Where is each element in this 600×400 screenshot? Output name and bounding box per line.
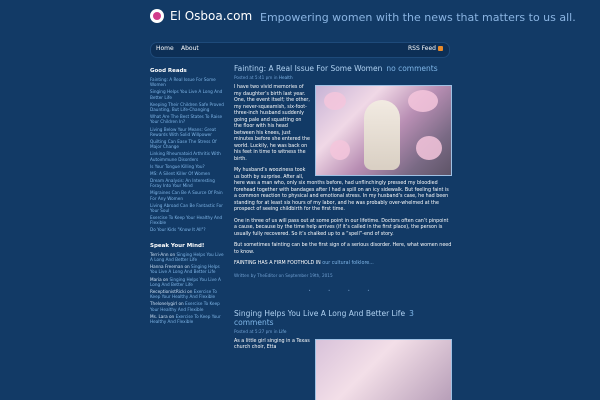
post-paragraph: But sometimes fainting can be the first sign of a serious disorder. Here, what women need to know. <box>234 243 452 255</box>
post-divider: • • • • <box>308 287 378 293</box>
good-read-link[interactable]: Quilting Can Ease The Stress Of Major Change <box>150 138 217 150</box>
comment-on: on <box>187 288 193 294</box>
good-read-link[interactable]: Exercise To Keep Your Healthy And Flexible <box>150 215 223 226</box>
good-read-link[interactable]: Singing Helps You Live A Long And Better Life <box>150 89 223 100</box>
post-meta-prefix: Posted at 5:27 pm in <box>234 328 278 334</box>
comment-post-link[interactable]: Exercise To Keep Your Healthy And Flexible <box>150 313 221 325</box>
post-comments-link[interactable]: 3 comments <box>234 308 414 327</box>
post-more-prefix: FAINTING HAS A FIRM FOOTHOLD IN <box>234 261 321 266</box>
comment-author: Maria <box>150 276 162 282</box>
comment-post-link[interactable]: Exercise To Keep Your Healthy And Flexible <box>150 301 220 312</box>
list-item[interactable] <box>150 203 226 214</box>
post-title <box>234 309 452 327</box>
post-title <box>234 64 452 73</box>
list-item[interactable] <box>150 151 226 162</box>
sidebar <box>150 68 226 334</box>
list-item[interactable] <box>150 227 226 232</box>
nav-about[interactable]: About <box>181 45 199 52</box>
post-meta <box>234 75 452 80</box>
post-paragraph: My husband’s wooziness took us both by surprise. After all, here was a man who, only six months before, had unflinchingly pressed my bloodied forehead together with bandages after I had a spill on an icy sidewalk. But feeling faint is a common reaction to physical and emotional stress. In my husband’s case, he had been standing for at least six hours of my labor, and he was probably over-whelmed at the prospect of seeing childbirth for the first time. <box>234 168 449 212</box>
post-meta <box>234 329 452 334</box>
nav-home[interactable]: Home <box>156 45 174 52</box>
comment-on: on <box>178 301 184 307</box>
nav-rss-feed[interactable] <box>408 45 443 52</box>
comment-author: Terri-Ann <box>150 251 169 257</box>
post-category-link[interactable]: Health <box>278 75 293 80</box>
post-body <box>234 85 452 268</box>
post-comments-link[interactable]: no comments <box>386 64 438 73</box>
comment-post-link[interactable]: Singing Helps You Live A Long And Better Life <box>150 264 220 275</box>
list-item[interactable] <box>150 127 226 138</box>
comment-post-link[interactable]: Singing Helps You Live A Long And Better Life <box>150 276 221 287</box>
list-item <box>150 301 226 312</box>
comment-on: on <box>169 313 175 319</box>
post-byline: Written by TheEditor on September 19th, 2015 <box>234 272 333 278</box>
comment-author: Ms. Lara <box>150 313 168 319</box>
nav-rss-label: RSS Feed <box>407 45 436 52</box>
good-read-link[interactable]: Migraines Can Be A Source Of Pain For Any Women <box>150 190 223 201</box>
comment-on: on <box>169 251 176 257</box>
good-read-link[interactable]: Dream Analysis: An Interesting Foray Into Your Mind <box>150 177 215 189</box>
good-reads-widget <box>150 68 226 233</box>
comment-post-link[interactable]: Exercise To Keep Your Healthy And Flexible <box>150 288 217 300</box>
recent-comments-widget <box>150 243 226 325</box>
logo-icon <box>150 9 164 23</box>
good-read-link[interactable]: Do Your Kids "Know It All"? <box>150 227 206 233</box>
good-reads-heading: Good Reads <box>150 68 187 74</box>
post-more <box>234 261 452 268</box>
comment-on: on <box>162 276 169 282</box>
good-read-link[interactable]: Living Abroad Can Be Fantastic For Your Soul <box>150 202 223 213</box>
comment-author: Hanna Freeman <box>150 264 184 270</box>
post <box>234 64 452 278</box>
comment-on: on <box>184 264 190 270</box>
list-item <box>150 314 226 325</box>
good-read-link[interactable]: What Are The Best States To Raise Your Children In? <box>150 114 223 125</box>
comment-author: Thelonelygirl <box>150 301 178 307</box>
list-item[interactable] <box>150 114 226 125</box>
main-content <box>234 64 452 400</box>
list-item[interactable] <box>150 139 226 150</box>
post-title-link[interactable]: Fainting: A Real Issue For Some Women <box>234 64 383 73</box>
list-item[interactable] <box>150 215 226 226</box>
speak-mind-heading: Speak Your Mind! <box>150 242 205 249</box>
list-item <box>150 264 226 275</box>
comment-author: ReceptionistRicki <box>150 288 186 294</box>
post-title-link[interactable]: Singing Helps You Live A Long And Better Life <box>234 308 406 318</box>
list-item <box>150 289 226 300</box>
good-read-link[interactable]: Linking Rheumatoid Arthritis With Autoimmune Disorders <box>150 151 221 162</box>
main-navigation <box>150 42 450 58</box>
post-paragraph: I have two vivid memories of my daughter’s birth last year. One, the event itself; the other, my never-squeamish, six-foot-three-inch husband suddenly going pale and squatting on the floor with his head between his knees, just minutes before she entered the world. Luckily, he was back on his feet in time to witness the birth. <box>234 85 311 162</box>
list-item[interactable] <box>150 190 226 201</box>
post <box>234 309 452 352</box>
comment-post-link[interactable]: Singing Helps You Live A Long And Better Life <box>150 251 224 263</box>
rss-icon <box>438 46 443 51</box>
post-paragraph: One in three of us will pass out at some point in our lifetime. Doctors often can’t pinpoint a cause, because by the time help arrives (if it’s called in the first place), the person is usually fully recovered. So it’s chalked up to a “spell”-end of story. <box>234 218 449 237</box>
list-item[interactable] <box>150 164 226 169</box>
post-category-link[interactable]: Life <box>278 328 287 334</box>
site-title[interactable]: El Osboa.com <box>170 9 253 23</box>
site-tagline: Empowering women with the news that matters to us all. <box>260 11 576 24</box>
list-item <box>150 277 226 288</box>
read-more-link[interactable]: our cultural folklore... <box>322 261 374 266</box>
list-item[interactable] <box>150 178 226 189</box>
post-body <box>234 339 452 352</box>
list-item[interactable] <box>150 171 226 176</box>
list-item[interactable] <box>150 102 226 113</box>
post-image <box>315 85 452 176</box>
list-item[interactable] <box>150 89 226 100</box>
good-read-link[interactable]: Keeping Their Children Safe Proved Daunting, But Life-Changing <box>150 101 224 113</box>
post-image <box>315 339 452 400</box>
list-item[interactable] <box>150 77 226 88</box>
good-read-link[interactable]: Is Your Tongue Killing You? <box>150 163 205 169</box>
list-item <box>150 252 226 263</box>
good-read-link[interactable]: MS: A Silent Killer Of Women <box>150 170 211 176</box>
good-read-link[interactable]: Fainting: A Real Issue For Some Women <box>150 77 216 88</box>
good-read-link[interactable]: Living Below Your Means: Great Rewards With Solid Willpower <box>150 126 216 137</box>
post-meta-prefix: Posted at 5:41 pm in <box>234 75 278 80</box>
post-paragraph: As a little girl singing in a Texas church choir, Etta <box>234 338 310 350</box>
